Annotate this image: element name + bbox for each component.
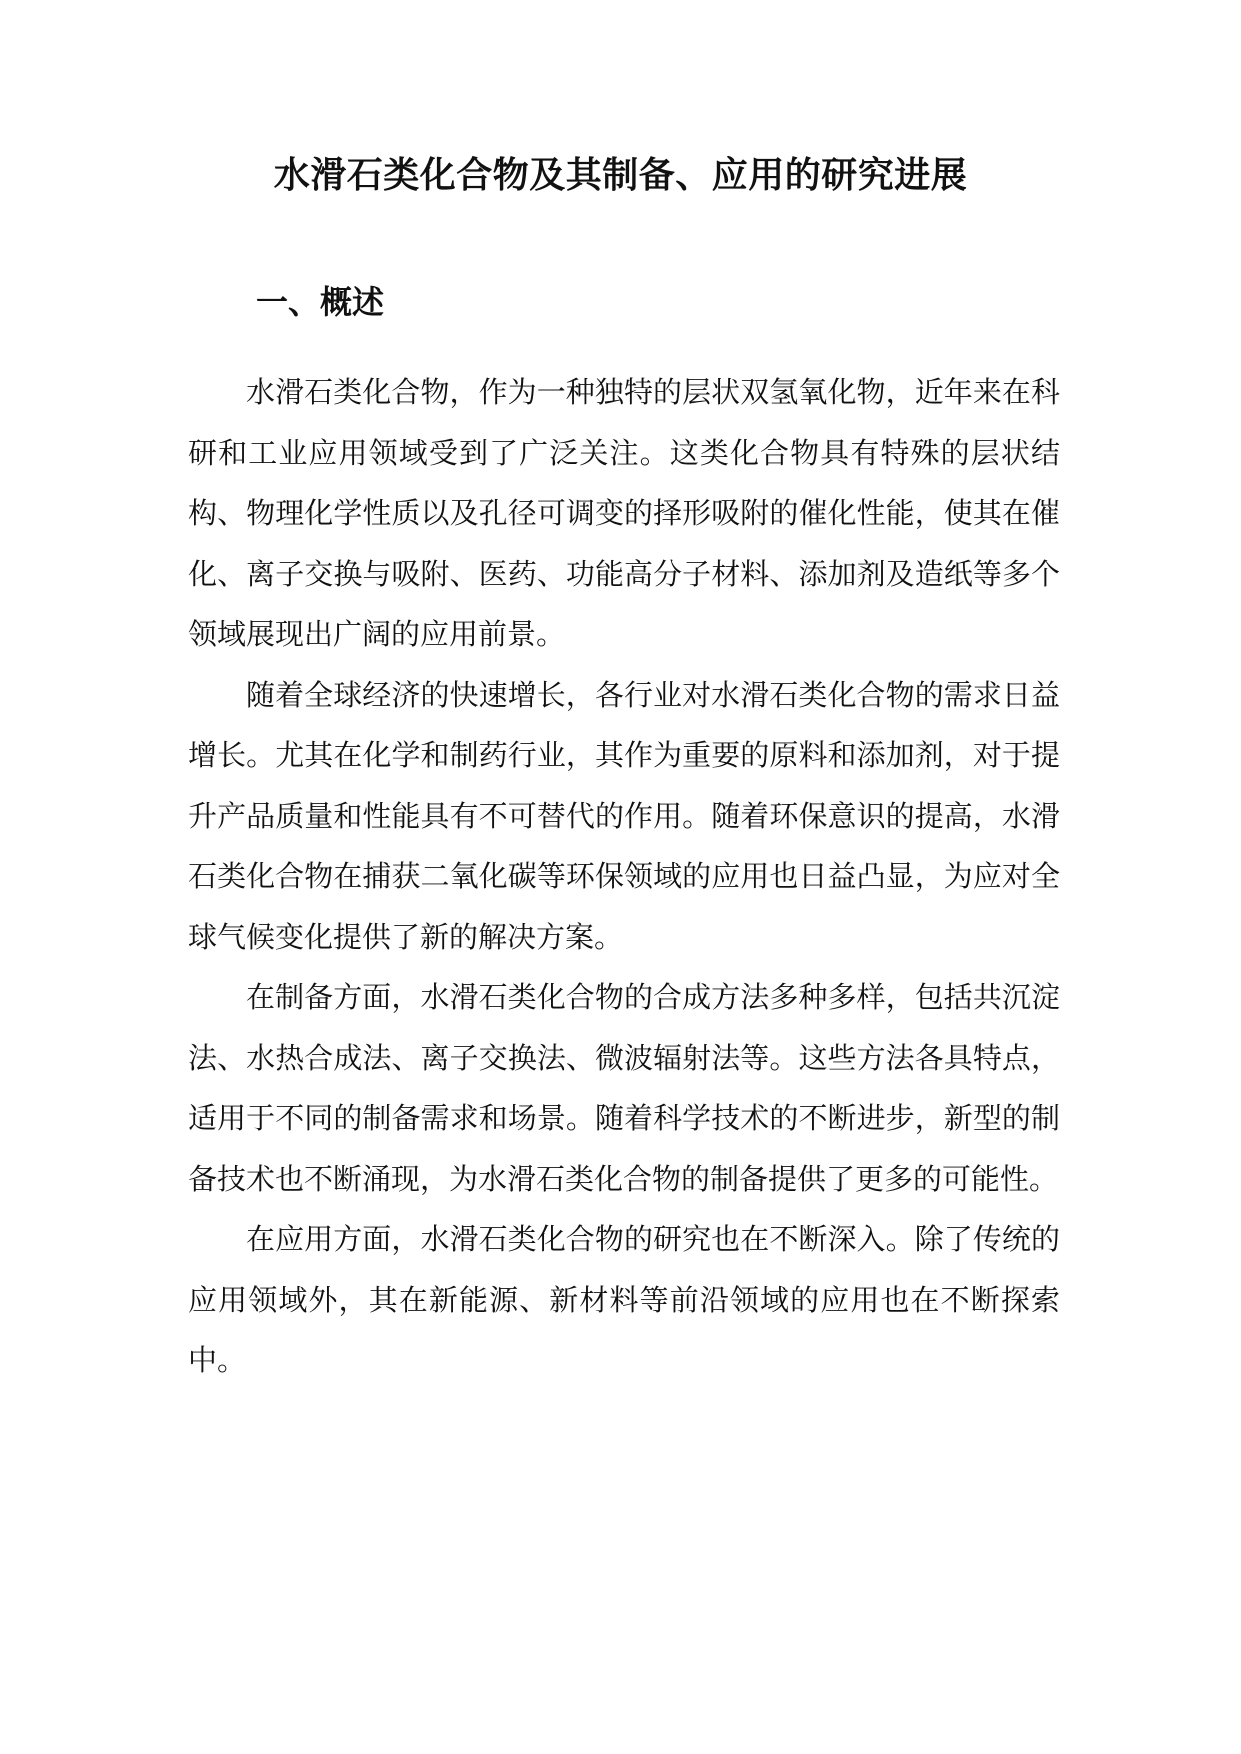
paragraph-4: 在应用方面，水滑石类化合物的研究也在不断深入。除了传统的应用领域外，其在新能源、新材料等前沿领域的应用也在不断探索中。: [188, 1222, 1060, 1377]
paragraph-3: 在制备方面，水滑石类化合物的合成方法多种多样，包括共沉淀法、水热合成法、离子交换法、微波辐射法等。这些方法各具特点，适用于不同的制备需求和场景。随着科学技术的不断进步，新型的制备技术也不断涌现，为水滑石类化合物的制备提供了更多的可能性。: [188, 980, 1060, 1196]
paragraph-2: 随着全球经济的快速增长，各行业对水滑石类化合物的需求日益增长。尤其在化学和制药行业，其作为重要的原料和添加剂，对于提升产品质量和性能具有不可替代的作用。随着环保意识的提高，水滑石类化合物在捕获二氧化碳等环保领域的应用也日益凸显，为应对全球气候变化提供了新的解决方案。: [188, 677, 1060, 954]
document-title: 水滑石类化合物及其制备、应用的研究进展: [273, 155, 968, 196]
paragraph-1: 水滑石类化合物，作为一种独特的层状双氢氧化物，近年来在科研和工业应用领域受到了广泛关注。这类化合物具有特殊的层状结构、物理化学性质以及孔径可调变的择形吸附的催化性能，使其在催化、离子交换与吸附、医药、功能高分子材料、添加剂及造纸等多个领域展现出广阔的应用前景。: [188, 375, 1060, 651]
section-heading: 一、概述: [256, 283, 385, 321]
body-text: [188, 362, 1060, 1391]
